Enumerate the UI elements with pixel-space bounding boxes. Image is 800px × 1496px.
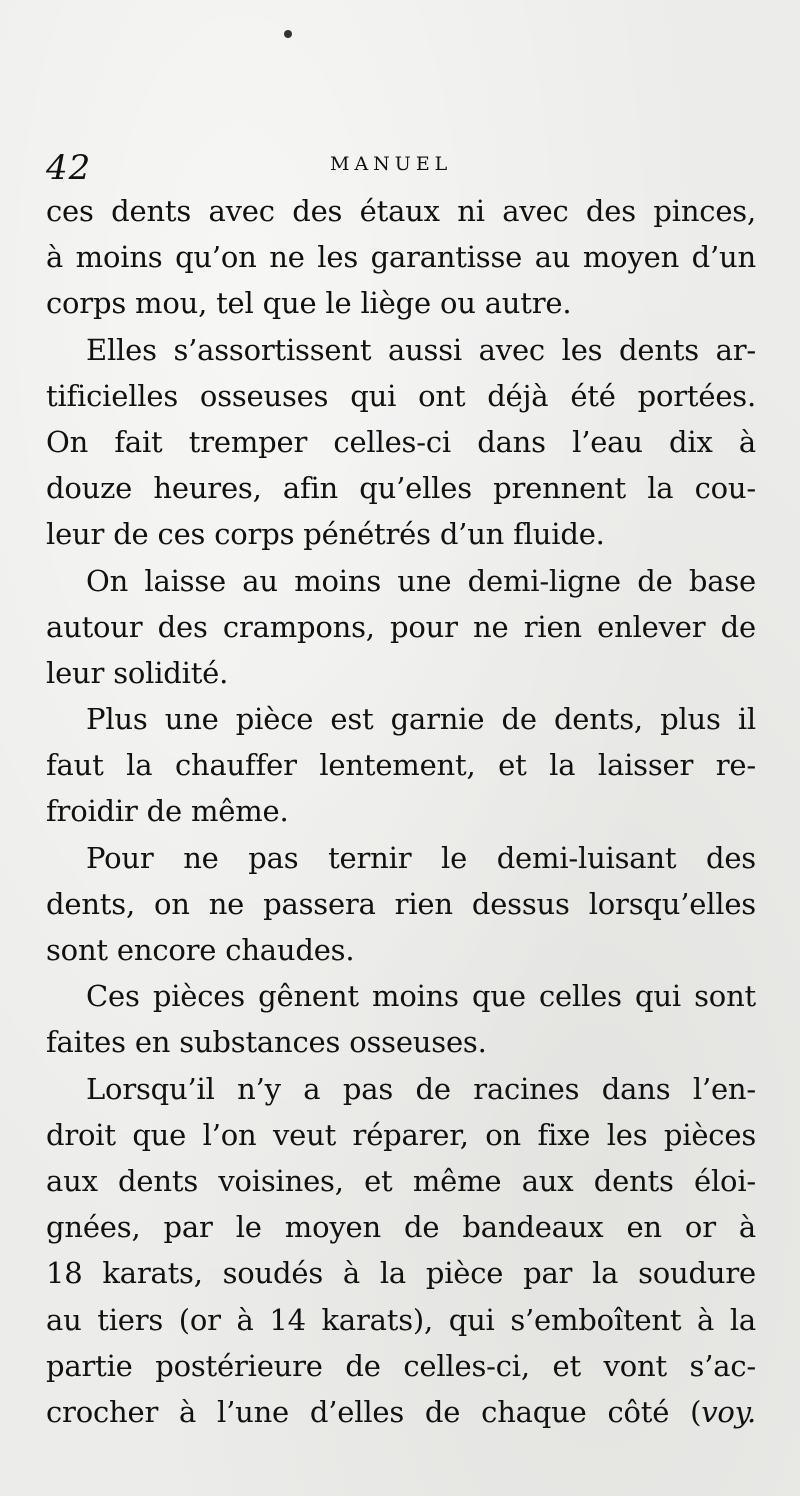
text-line: droit que l’on veut réparer, on fixe les pièces [46, 1117, 756, 1152]
text-line: Elles s’assortissent aussi avec les dents ar- [86, 332, 756, 367]
text-line: autour des crampons, pour ne rien enlever de [46, 609, 756, 644]
text-line: à moins qu’on ne les garantisse au moyen d’un [46, 240, 756, 275]
text-line: crocher à l’une d’elles de chaque côté (voy. [46, 1394, 756, 1429]
text-line: au tiers (or à 14 karats), qui s’emboîtent à la [46, 1302, 756, 1337]
text-line: froidir de même. [46, 794, 289, 829]
text-line: leur de ces corps pénétrés d’un fluide. [46, 517, 605, 552]
text-line: gnées, par le moyen de bandeaux en or à [46, 1210, 756, 1245]
text-line: faites en substances osseuses. [46, 1025, 487, 1060]
text-line: On fait tremper celles-ci dans l’eau dix à [46, 424, 756, 459]
text-line: On laisse au moins une demi-ligne de base [86, 563, 756, 598]
text-line: Ces pièces gênent moins que celles qui sont [86, 979, 756, 1014]
body-text [46, 188, 756, 1435]
text-line: Pour ne pas ternir le demi-luisant des [86, 840, 756, 875]
page-number: 42 [46, 148, 92, 188]
text-line: partie postérieure de celles-ci, et vont s’ac- [46, 1348, 756, 1383]
text-line: tificielles osseuses qui ont déjà été portées. [46, 378, 756, 413]
text-line: dents, on ne passera rien dessus lorsqu’elles [46, 886, 756, 921]
text-line: aux dents voisines, et même aux dents éloi- [46, 1163, 756, 1198]
text-line: Plus une pièce est garnie de dents, plus il [86, 702, 756, 737]
running-head: MANUEL [330, 153, 453, 175]
text-line: Lorsqu’il n’y a pas de racines dans l’en- [86, 1071, 756, 1106]
text-line: leur solidité. [46, 655, 229, 690]
ink-dot [284, 30, 292, 38]
text-line: faut la chauffer lentement, et la laisser re- [46, 748, 756, 783]
text-line: corps mou, tel que le liège ou autre. [46, 286, 572, 321]
text-line: sont encore chaudes. [46, 933, 355, 967]
text-line: ces dents avec des étaux ni avec des pinces, [46, 194, 756, 228]
text-line: 18 karats, soudés à la pièce par la soudure [46, 1256, 756, 1291]
text-line: douze heures, afin qu’elles prennent la cou- [46, 471, 756, 506]
